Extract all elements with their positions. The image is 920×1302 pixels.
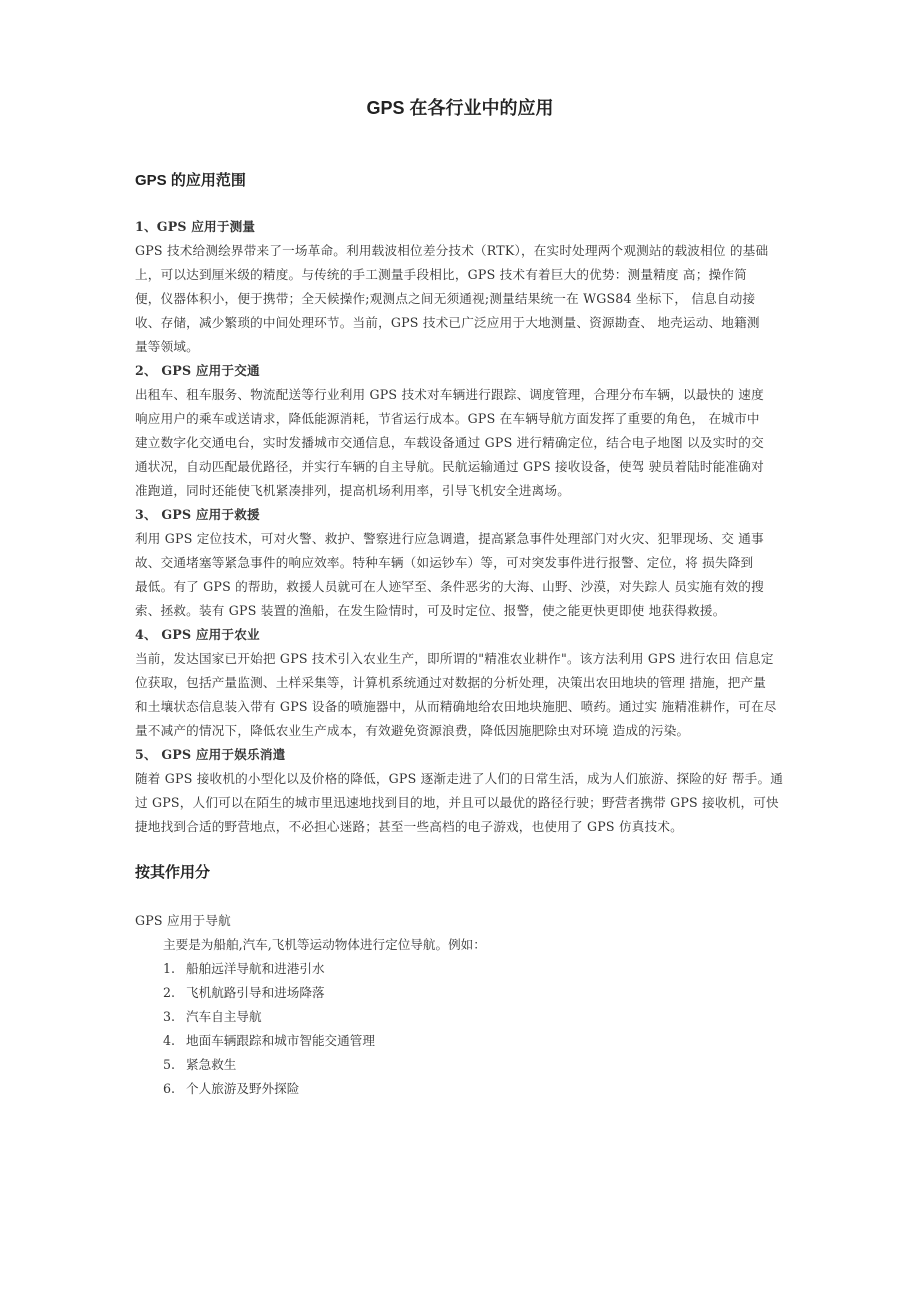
paragraph-line: 收、存储，减少繁琐的中间处理环节。当前，GPS 技术已广泛应用于大地测量、资源勘查、 地壳运动、地籍测 [135, 315, 760, 330]
paragraph-line: 上，可以达到厘米级的精度。与传统的手工测量手段相比，GPS 技术有着巨大的优势：测量精度 高；操作简 [135, 267, 747, 282]
paragraph-line: 故、交通堵塞等紧急事件的响应效率。特种车辆（如运钞车）等，可对突发事件进行报警、定位，将 损失降到 [135, 555, 754, 570]
paragraph-line: 索、拯救。装有 GPS 装置的渔船，在发生险情时，可及时定位、报警，使之能更快更即使 地获得救援。 [135, 603, 726, 618]
list-item-number: 2. [163, 985, 176, 1000]
list-item-number: 5. [163, 1057, 176, 1072]
paragraph-line: 通状况，自动匹配最优路径，并实行车辆的自主导航。民航运输通过 GPS 接收设备，使驾 驶员着陆时能准确对 [135, 459, 764, 474]
section-heading-scope: GPS 的应用范围 [135, 172, 246, 189]
list-item-number: 1. [163, 961, 176, 976]
application-sections [135, 215, 797, 839]
paragraph-line: 最低。有了 GPS 的帮助，救援人员就可在人迹罕至、条件恶劣的大海、山野、沙漠，对失踪人 员实施有效的搜 [135, 579, 764, 594]
list-item-number: 4. [163, 1033, 176, 1048]
paragraph-line: 建立数字化交通电台，实时发播城市交通信息，车载设备通过 GPS 进行精确定位，结合电子地图 以及实时的交 [135, 435, 764, 450]
list-item [135, 1029, 797, 1053]
list-item-number: 3. [163, 1009, 176, 1024]
paragraph-line: 利用 GPS 定位技术，可对火警、救护、警察进行应急调遣，提高紧急事件处理部门对火灾、犯罪现场、交 通事 [135, 531, 764, 546]
paragraph-line: 准跑道，同时还能使飞机紧凑排列，提高机场利用率，引导飞机安全进离场。 [135, 483, 570, 498]
section-heading-by-function: 按其作用分 [135, 864, 211, 881]
list-item-text: 个人旅游及野外探险 [186, 1081, 300, 1096]
paragraph-line: 和土壤状态信息装入带有 GPS 设备的喷施器中，从而精确地给农田地块施肥、喷药。通过实 施精准耕作，可在尽 [135, 699, 777, 714]
list-item-text: 地面车辆跟踪和城市智能交通管理 [186, 1033, 375, 1048]
navigation-list [135, 957, 797, 1101]
subsection-heading: 4、 GPS 应用于农业 [135, 627, 260, 642]
paragraph-line: 捷地找到合适的野营地点，不必担心迷路；甚至一些高档的电子游戏，也使用了 GPS 仿真技术。 [135, 819, 683, 834]
list-item-text: 汽车自主导航 [186, 1009, 262, 1024]
list-item [135, 1005, 797, 1029]
subsection-heading: 1、GPS 应用于测量 [135, 219, 256, 234]
paragraph-line: 量不减产的情况下，降低农业生产成本，有效避免资源浪费，降低因施肥除虫对环境 造成的污染。 [135, 723, 690, 738]
paragraph-line: 响应用户的乘车或送请求，降低能源消耗，节省运行成本。GPS 在车辆导航方面发挥了重要的角色， 在城市中 [135, 411, 760, 426]
list-item [135, 957, 797, 981]
list-item-number: 6. [163, 1081, 176, 1096]
navigation-subheading: GPS 应用于导航 [135, 913, 231, 928]
list-item [135, 1053, 797, 1077]
paragraph-line: 出租车、租车服务、物流配送等行业利用 GPS 技术对车辆进行跟踪、调度管理，合理分布车辆，以最快的 速度 [135, 387, 764, 402]
subsection-heading: 5、 GPS 应用于娱乐消遣 [135, 747, 286, 762]
paragraph-line: 随着 GPS 接收机的小型化以及价格的降低，GPS 逐渐走进了人们的日常生活，成为人们旅游、探险的好 帮手。通 [135, 771, 784, 786]
paragraph-line: GPS 技术给测绘界带来了一场革命。利用载波相位差分技术（RTK），在实时处理两个观测站的载波相位 的基础 [135, 243, 769, 258]
paragraph-line: 过 GPS，人们可以在陌生的城市里迅速地找到目的地，并且可以最优的路径行驶；野营者携带 GPS 接收机，可快 [135, 795, 779, 810]
subsection-heading: 3、 GPS 应用于救援 [135, 507, 260, 522]
list-item [135, 1077, 797, 1101]
paragraph-line: 便，仪器体积小，便于携带；全天候操作;观测点之间无须通视;测量结果统一在 WGS84 坐标下， 信息自动接 [135, 291, 756, 306]
paragraph-line: 量等领域。 [135, 339, 199, 354]
document-body [135, 0, 797, 1101]
subsection-heading: 2、 GPS 应用于交通 [135, 363, 260, 378]
paragraph-line: 当前，发达国家已开始把 GPS 技术引入农业生产，即所谓的"精准农业耕作"。该方法利用 GPS 进行农田 信息定 [135, 651, 774, 666]
list-item [135, 981, 797, 1005]
paragraph-line: 位获取，包括产量监测、土样采集等，计算机系统通过对数据的分析处理，决策出农田地块的管理 措施，把产量 [135, 675, 767, 690]
list-item-text: 飞机航路引导和进场降落 [186, 985, 325, 1000]
list-item-text: 船舶远洋导航和进港引水 [186, 961, 325, 976]
document-title: GPS 在各行业中的应用 [366, 98, 554, 118]
list-item-text: 紧急救生 [186, 1057, 237, 1072]
navigation-intro: 主要是为船舶,汽车,飞机等运动物体进行定位导航。例如： [163, 937, 486, 952]
